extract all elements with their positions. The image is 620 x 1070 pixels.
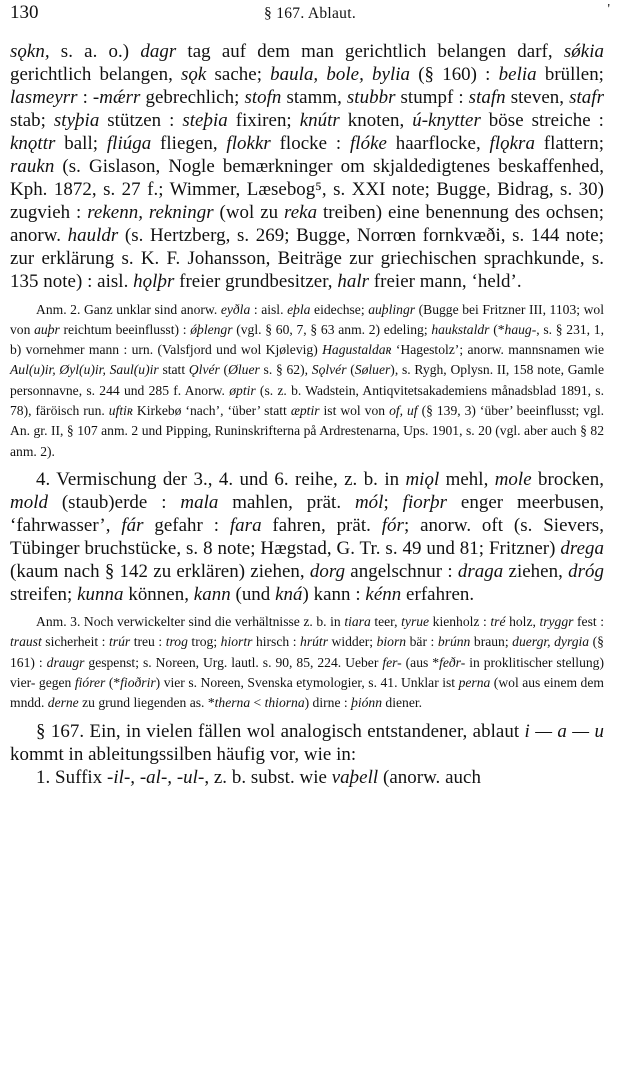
italic-term: trúr (109, 634, 131, 650)
italic-term: lasmeyrr (10, 87, 78, 109)
margin-mark: ' (607, 2, 610, 17)
italic-term: Sǫlvér (311, 362, 347, 378)
italic-term: fliúga (106, 133, 152, 155)
italic-term: uftiʀ (108, 403, 133, 418)
text-run: Anm. 2. Ganz unklar sind anorw. (36, 301, 221, 317)
italic-term: hrútr (300, 634, 328, 650)
text-run: ) vier s. Noreen, Svenska etymologier, s. 41. Unklar ist (155, 675, 459, 691)
text-run: Kirkebø ‘nach’, ‘über’ statt (132, 403, 291, 418)
italic-term: feðr- (439, 654, 466, 670)
text-run: stumpf : (395, 87, 469, 109)
text-run: steven, (505, 87, 570, 109)
italic-term: tiara (344, 614, 371, 630)
note-anm-2-text (10, 300, 604, 462)
italic-term: auþr (34, 321, 60, 337)
text-run: flattern; (534, 133, 605, 155)
text-run: können, (123, 584, 194, 606)
italic-term: fiorþr (402, 491, 448, 513)
note-anm-3 (10, 612, 604, 713)
italic-term: þiónn (351, 695, 383, 711)
italic-term: miǫl (405, 468, 440, 490)
italic-term: dorg (309, 561, 346, 583)
italic-term: æptir (290, 403, 320, 418)
italic-term: fár (121, 514, 144, 536)
italic-term: mól (354, 491, 384, 513)
italic-term: knútr (299, 110, 340, 132)
italic-term: stafr (569, 87, 604, 109)
italic-term: ú-knytter (412, 110, 481, 132)
text-run: böse streiche : (480, 110, 604, 132)
page-number: 130 (10, 2, 39, 23)
text-run: enger meerbusen, ‘fahrwasser’, (10, 491, 604, 536)
text-run: diener. (382, 695, 423, 711)
italic-term: brúnn (437, 634, 471, 650)
text-run: ), s. Rygh, Oplysn. II, 158 note, Gamle personnavne, s. 244 und 285 f. Anorw. (10, 362, 604, 398)
text-run: (anorw. auch (378, 766, 481, 788)
text-run: teer, (370, 614, 402, 630)
italic-term: fiórer (74, 675, 106, 691)
text-run: ; anorw. oft (s. Sievers, Tübinger bruchstücke, s. 8 note; Hægstad, G. Tr. s. 49 und 81; Fritzner) (10, 514, 604, 560)
text-run: in proklitischer stellung) vier- gegen (10, 654, 604, 691)
text-run: (staub)erde : (47, 491, 181, 513)
text-run: haarflocke, (386, 133, 490, 155)
text-run: holz, (505, 614, 540, 630)
running-title: § 167. Ablaut. (263, 5, 357, 22)
text-run: stützen : (99, 110, 183, 132)
italic-term: drega (560, 538, 604, 560)
text-run: freier grundbesitzer, (174, 271, 338, 293)
text-run: statt (158, 362, 189, 378)
italic-term: ǿþlengr (190, 321, 233, 337)
italic-term: duergr, dyrgia (512, 634, 590, 650)
italic-term: Aul(u)ir, Øyl(u)ir, Saul(u)ir (10, 362, 159, 378)
text-run: treu : (130, 634, 166, 650)
paragraph-suffix (10, 766, 604, 789)
text-run: : (77, 87, 93, 109)
text-run: ( (346, 362, 355, 378)
text-run: ) dirne : (304, 695, 352, 711)
note-anm-3-text (10, 612, 604, 713)
italic-term: mala (180, 491, 219, 513)
italic-term: tryggr (539, 614, 574, 630)
text-run: (* (489, 321, 505, 337)
italic-term: haug- (504, 321, 537, 337)
page-body (10, 40, 604, 789)
italic-term: auþlingr (368, 301, 416, 317)
text-run: (§ 161) : (10, 634, 604, 670)
italic-term: hǫlþr (133, 271, 175, 293)
main-text-middle (10, 468, 604, 606)
italic-term: Søluer (354, 362, 391, 378)
italic-term: rekenn, rekningr (87, 202, 214, 224)
italic-term: flóke (349, 133, 387, 155)
text-run: angelschnur : (345, 561, 458, 583)
italic-term: sǿkia (563, 41, 604, 62)
italic-term: Ǫlvér (188, 362, 220, 378)
italic-term: halr (337, 271, 370, 293)
text-run: ist wol von (319, 403, 390, 418)
italic-term: steþia (182, 110, 228, 132)
text-run: fest : (573, 614, 604, 630)
italic-term: øptir (229, 382, 256, 398)
italic-term: hauldr (67, 225, 119, 247)
paragraph-ablaut-examples (10, 40, 604, 294)
text-run: brüllen; (536, 64, 604, 86)
text-run: § 167. Ein, in vielen fällen wol analogisch entstandener, ablaut (36, 720, 525, 742)
italic-term: kná (275, 584, 303, 606)
text-run: reichtum beeinflusst) : (59, 321, 191, 337)
italic-term: vaþell (331, 766, 379, 788)
italic-term: sǫk (181, 64, 207, 86)
italic-term: styþia (53, 110, 100, 132)
text-run: flocke : (270, 133, 350, 155)
italic-term: fór (381, 514, 404, 536)
text-run: knoten, (339, 110, 413, 132)
text-run: braun; (470, 634, 513, 650)
text-run: fixiren; (227, 110, 300, 132)
italic-term: Hagustaldaʀ (322, 342, 392, 358)
text-run: brocken, (531, 468, 604, 490)
text-run: (* (105, 675, 121, 691)
text-run: s. § 62), (259, 362, 312, 378)
italic-term: tyrue (401, 614, 430, 630)
text-run: ‘Hagestolz’; anorw. mannsnamen wie (391, 342, 604, 358)
text-run: Anm. 3. Noch verwickelter sind die verhältnisse z. b. in (36, 614, 345, 630)
text-run: kienholz : (429, 614, 491, 630)
paragraph-section-167 (10, 720, 604, 766)
text-run: zu grund liegenden as. * (78, 695, 215, 711)
text-run: 1. Suffix (36, 766, 107, 788)
italic-term: of, uf (389, 403, 418, 418)
italic-term: haukstaldr (431, 321, 490, 337)
italic-term: fer- (382, 654, 402, 670)
text-run: (und (230, 584, 276, 606)
text-run: : aisl. (250, 301, 288, 317)
italic-term: perna (458, 675, 491, 691)
text-run: sache; (206, 64, 271, 86)
text-run: ( (219, 362, 229, 378)
italic-term: eþla (287, 301, 311, 317)
text-run: (§ 139, 3) ‘über’ beeinflusst; vgl. An. gr. II, § 107 anm. 2 und Pipping, Runinskrifterna på Ardrestenarna, Ups. 1901, s. 20 (vgl. aber auch § 82 anm. 2). (10, 403, 605, 459)
text-run: ziehen, (503, 561, 569, 583)
italic-term: mole (494, 468, 532, 490)
text-run: erfahren. (401, 584, 475, 606)
italic-term: draga (457, 561, 504, 583)
italic-term: raukn (10, 156, 55, 178)
text-run: (s. Gislason, Nogle bemærkninger om skjaldedigtenes beskaffenhed, Kph. 1872, s. 27 f.; Wimmer, Læsebog⁵, s. XXI note; Bugge, Bidrag, s. 30) zugvieh : (10, 156, 604, 224)
text-run: (wol zu (213, 202, 284, 224)
italic-term: baula, bole, bylia (270, 64, 411, 86)
italic-term: stafn (468, 87, 506, 109)
note-anm-2 (10, 300, 604, 462)
italic-term: mold (10, 491, 48, 513)
text-run: , z. b. subst. wie (204, 766, 332, 788)
text-run: mehl, (439, 468, 495, 490)
italic-term: thiorna (264, 695, 305, 711)
italic-term: tré (490, 614, 506, 630)
italic-term: fioðrir (120, 675, 156, 691)
text-run: freier mann, ‘held’. (369, 271, 522, 293)
text-run: streifen; (10, 584, 78, 606)
text-run: sicherheit : (41, 634, 109, 650)
italic-term: dagr (140, 41, 177, 62)
text-run: (s. Hertzberg, s. 269; Bugge, Norrœn fornkvæði, s. 144 note; zur erklärung s. K. F. Johansson, Beiträge zur griechischen sprachkunde, s. 135 note) : aisl. (10, 225, 604, 293)
text-run: gerichtlich belangen, (10, 64, 181, 86)
italic-term: sǫkn, (10, 41, 50, 62)
italic-term: reka (284, 202, 318, 224)
text-run: (kaum nach § 142 zu erklären) ziehen, (10, 561, 310, 583)
italic-term: biorn (376, 634, 407, 650)
italic-term: eyðla (220, 301, 251, 317)
text-run: (Bugge bei Fritzner III, 1103; wol von (10, 301, 604, 337)
italic-term: traust (10, 634, 42, 650)
italic-term: flǫkra (489, 133, 535, 155)
text-run: gespenst; s. Noreen, Urg. lautl. s. 90, 85, 224. Ueber (84, 654, 383, 670)
text-run: fahren, prät. (261, 514, 382, 536)
text-run: (aus * (401, 654, 440, 670)
text-run: , s. § 231, 1, b) vornehmer mann : urn. (Valsfjord und wol Kjølevig) (10, 321, 604, 358)
text-run: tag auf dem man gerichtlich belangen darf, (176, 41, 564, 62)
italic-term: flokkr (226, 133, 271, 155)
italic-term: kunna (77, 584, 124, 606)
page-header (10, 2, 610, 28)
italic-term: dróg (568, 561, 604, 583)
italic-term: knǫttr (10, 133, 56, 155)
text-run: hirsch : (252, 634, 301, 650)
italic-term: hiortr (220, 634, 253, 650)
main-text-bottom (10, 720, 604, 789)
italic-term: fara (229, 514, 262, 536)
text-run: 4. Vermischung der 3., 4. und 6. reihe, z. b. in (36, 468, 406, 490)
italic-term: belia (498, 64, 537, 86)
text-run: < (250, 695, 265, 711)
italic-term: kann (193, 584, 231, 606)
text-run: mahlen, prät. (218, 491, 355, 513)
italic-term: stubbr (346, 87, 396, 109)
paragraph-vermischung (10, 468, 604, 606)
text-run: stab; (10, 110, 54, 132)
text-run: kommt in ableitungssilben häufig vor, wie in: (10, 743, 357, 765)
main-text-top (10, 40, 604, 294)
text-run: ; (383, 491, 403, 513)
text-run: (§ 160) : (410, 64, 499, 86)
text-run: (s. z. b. Wadstein, Antiqvitetsakademiens månadsblad 1891, s. 78), färöisch run. (10, 382, 604, 418)
text-run: treiben) eine benennung des ochsen; anorw. (10, 202, 604, 247)
text-run: gefahr : (143, 514, 230, 536)
text-run: (wol aus einem dem mndd. (10, 675, 604, 711)
text-run: stamm, (281, 87, 347, 109)
text-run: bär : (406, 634, 438, 650)
italic-term: -mǽrr (92, 87, 141, 109)
text-run: fliegen, (151, 133, 227, 155)
italic-term: kénn (365, 584, 402, 606)
text-run: gebrechlich; (140, 87, 245, 109)
text-run: (vgl. § 60, 7, § 63 anm. 2) edeling; (232, 321, 432, 337)
italic-term: derne (47, 695, 79, 711)
text-run: widder; (327, 634, 377, 650)
italic-term: -il-, -al-, -ul- (107, 766, 205, 788)
italic-term: draugr (46, 654, 85, 670)
text-run: ball; (55, 133, 107, 155)
italic-term: Øluer (228, 362, 260, 378)
italic-term: trog (165, 634, 188, 650)
text-run: s. a. o.) (49, 41, 141, 62)
italic-term: stofn (244, 87, 282, 109)
italic-term: i — a — u (524, 720, 604, 742)
text-run: ) kann : (302, 584, 366, 606)
text-run: eidechse; (310, 301, 369, 317)
text-run: trog; (187, 634, 221, 650)
italic-term: therna (214, 695, 251, 711)
